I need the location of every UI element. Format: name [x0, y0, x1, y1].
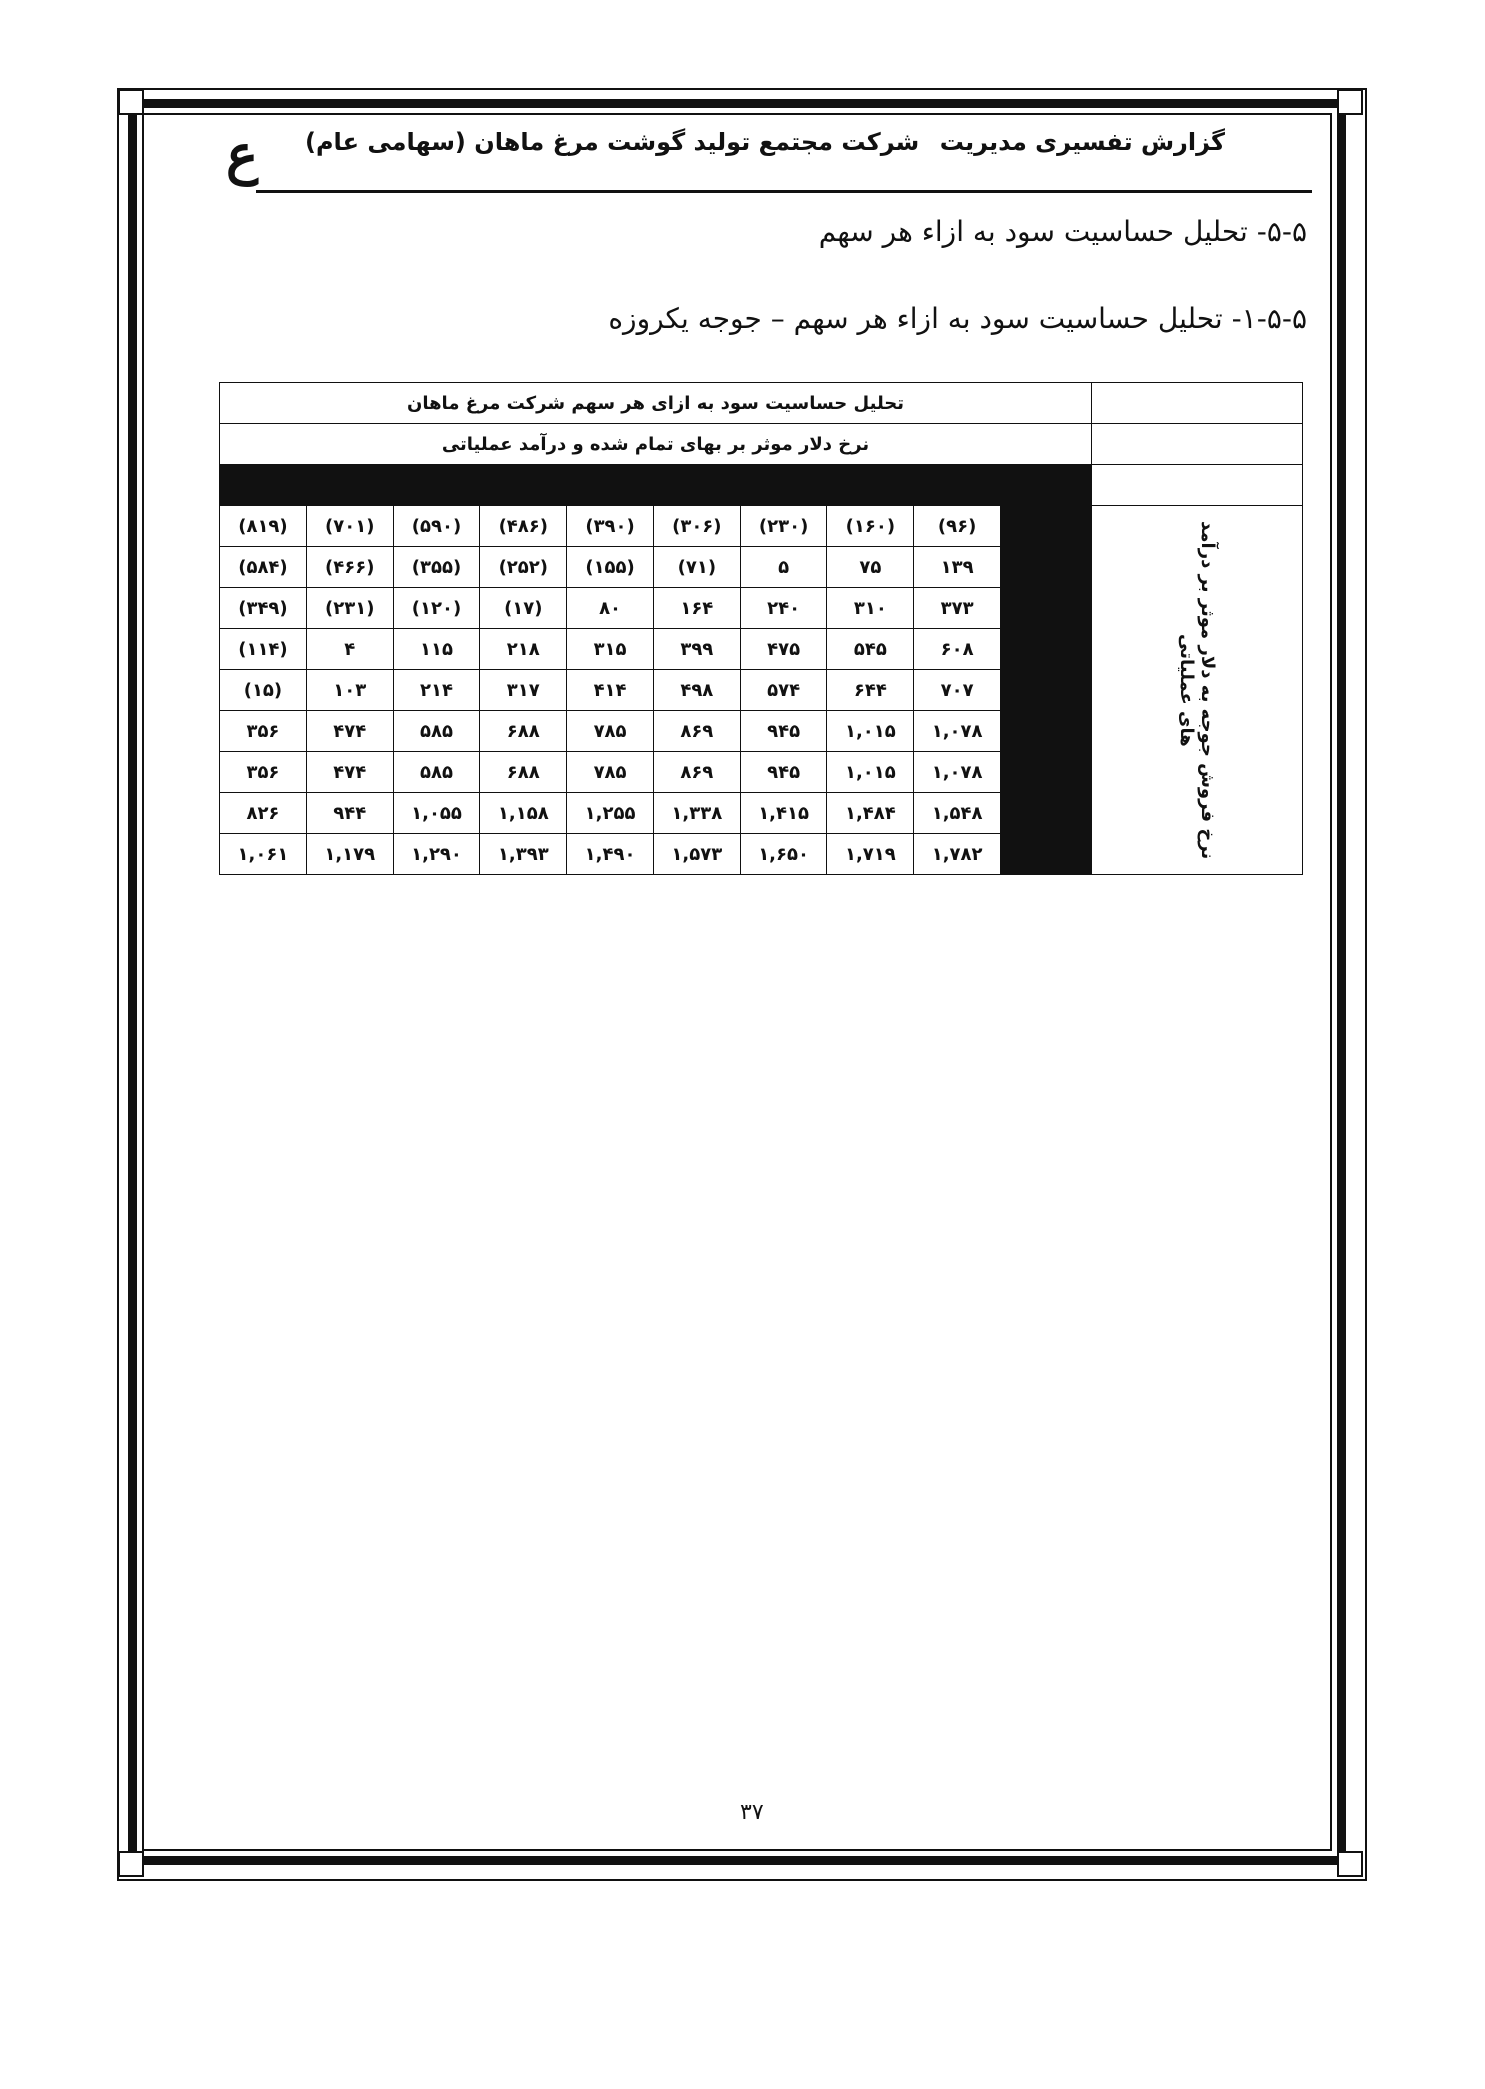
report-title: گزارش تفسیری مدیریت [939, 128, 1225, 156]
row-header-cell [1001, 588, 1092, 629]
value-cell: ۱,۴۱۵ [740, 793, 827, 834]
value-cell: ۱۰۳ [306, 670, 393, 711]
value-cell: ۸۶۹ [653, 752, 740, 793]
value-cell: ۲۱۴ [393, 670, 480, 711]
side-axis-label: نرخ فروش جوجه به دلار موثر بر درآمد های عملیاتی [1092, 506, 1303, 875]
value-cell: ۲۱۸ [480, 629, 567, 670]
value-cell: ۱,۷۱۹ [827, 834, 914, 875]
value-cell: ۱,۴۹۰ [567, 834, 654, 875]
value-cell: ۱,۲۹۰ [393, 834, 480, 875]
value-cell: ۳۹۹ [653, 629, 740, 670]
column-header-cell [306, 465, 393, 506]
value-cell: ۸۲۶ [220, 793, 307, 834]
value-cell: ۵۸۵ [393, 711, 480, 752]
value-cell: ۱,۰۷۸ [914, 752, 1001, 793]
row-header-cell [1001, 629, 1092, 670]
column-header-cell [827, 465, 914, 506]
row-header-cell [1001, 547, 1092, 588]
page-frame-inner [142, 113, 1332, 1851]
value-cell: (۱۷) [480, 588, 567, 629]
value-cell: (۱۱۴) [220, 629, 307, 670]
company-name: شرکت مجتمع تولید گوشت مرغ ماهان (سهامی عام) [305, 128, 920, 156]
column-header-cell [480, 465, 567, 506]
value-cell: ۵۸۵ [393, 752, 480, 793]
value-cell: ۱,۰۱۵ [827, 752, 914, 793]
column-header-cell [567, 465, 654, 506]
row-header-cell [1001, 711, 1092, 752]
value-cell: ۴۹۸ [653, 670, 740, 711]
value-cell: ۱,۱۷۹ [306, 834, 393, 875]
value-cell: ۴۷۴ [306, 752, 393, 793]
value-cell: ۱,۵۴۸ [914, 793, 1001, 834]
value-cell: (۳۴۹) [220, 588, 307, 629]
value-cell: (۱۵۵) [567, 547, 654, 588]
value-cell: ۳۱۷ [480, 670, 567, 711]
value-cell: ۱,۰۵۵ [393, 793, 480, 834]
value-cell: ۳۵۶ [220, 711, 307, 752]
column-header-cell [220, 465, 307, 506]
frame-corner [118, 1851, 144, 1877]
value-cell: ۱,۱۵۸ [480, 793, 567, 834]
column-header-cell [1001, 465, 1092, 506]
value-cell: (۱۵) [220, 670, 307, 711]
value-cell: (۲۵۲) [480, 547, 567, 588]
value-cell: ۴۱۴ [567, 670, 654, 711]
value-cell: ۵ [740, 547, 827, 588]
value-cell: ۱,۵۷۳ [653, 834, 740, 875]
value-cell: (۲۳۱) [306, 588, 393, 629]
row-header-cell [1001, 834, 1092, 875]
value-cell: ۱,۷۸۲ [914, 834, 1001, 875]
value-cell: (۳۹۰) [567, 506, 654, 547]
value-cell: ۵۴۵ [827, 629, 914, 670]
column-header-cell [740, 465, 827, 506]
column-header-cell [653, 465, 740, 506]
value-cell: ۴۷۵ [740, 629, 827, 670]
value-cell: ۱,۲۵۵ [567, 793, 654, 834]
value-cell: ۴۷۴ [306, 711, 393, 752]
value-cell: (۸۱۹) [220, 506, 307, 547]
company-logo: ع [226, 122, 259, 186]
column-header-cell [914, 465, 1001, 506]
value-cell: ۳۱۰ [827, 588, 914, 629]
value-cell: ۳۱۵ [567, 629, 654, 670]
blank-cell [1092, 465, 1303, 506]
value-cell: ۷۸۵ [567, 752, 654, 793]
value-cell: ۷۰۷ [914, 670, 1001, 711]
column-header-row [220, 465, 1303, 506]
value-cell: ۱,۰۶۱ [220, 834, 307, 875]
blank-cell [1092, 383, 1303, 424]
value-cell: (۵۸۴) [220, 547, 307, 588]
value-cell: ۹۴۵ [740, 752, 827, 793]
frame-corner [1337, 1851, 1363, 1877]
subsection-heading: ۱-۵-۵- تحلیل حساسیت سود به ازاء هر سهم – جوجه یکروزه [608, 302, 1307, 335]
value-cell: ۵۷۴ [740, 670, 827, 711]
value-cell: (۳۰۶) [653, 506, 740, 547]
value-cell: ۱,۴۸۴ [827, 793, 914, 834]
value-cell: (۴۶۶) [306, 547, 393, 588]
value-cell: (۹۶) [914, 506, 1001, 547]
value-cell: ۸۰ [567, 588, 654, 629]
value-cell: ۲۴۰ [740, 588, 827, 629]
value-cell: (۷۰۱) [306, 506, 393, 547]
value-cell: (۲۳۰) [740, 506, 827, 547]
value-cell: ۷۸۵ [567, 711, 654, 752]
header-divider [256, 190, 1312, 193]
blank-cell [1092, 424, 1303, 465]
value-cell: ۴ [306, 629, 393, 670]
column-header-cell [393, 465, 480, 506]
row-header-cell [1001, 752, 1092, 793]
value-cell: (۴۸۶) [480, 506, 567, 547]
value-cell: (۷۱) [653, 547, 740, 588]
value-cell: ۱۱۵ [393, 629, 480, 670]
row-header-cell [1001, 793, 1092, 834]
section-heading: ۵-۵- تحلیل حساسیت سود به ازاء هر سهم [818, 215, 1307, 248]
value-cell: ۱,۰۱۵ [827, 711, 914, 752]
frame-corner [118, 89, 144, 115]
page-number: ۳۷ [740, 1800, 764, 1825]
value-cell: ۱,۳۹۳ [480, 834, 567, 875]
value-cell: ۶۸۸ [480, 752, 567, 793]
value-cell: ۱۳۹ [914, 547, 1001, 588]
value-cell: ۱,۰۷۸ [914, 711, 1001, 752]
value-cell: ۱,۶۵۰ [740, 834, 827, 875]
value-cell: ۹۴۴ [306, 793, 393, 834]
table-subtitle: نرخ دلار موثر بر بهای تمام شده و درآمد عملیاتی [220, 424, 1092, 465]
value-cell: ۸۶۹ [653, 711, 740, 752]
value-cell: (۱۲۰) [393, 588, 480, 629]
frame-corner [1337, 89, 1363, 115]
row-header-cell [1001, 670, 1092, 711]
value-cell: (۵۹۰) [393, 506, 480, 547]
row-header-cell [1001, 506, 1092, 547]
value-cell: ۶۰۸ [914, 629, 1001, 670]
table-title: تحلیل حساسیت سود به ازای هر سهم شرکت مرغ ماهان [220, 383, 1092, 424]
table-row [220, 506, 1303, 547]
sensitivity-table [219, 382, 1303, 875]
value-cell: ۹۴۵ [740, 711, 827, 752]
value-cell: ۶۸۸ [480, 711, 567, 752]
value-cell: (۳۵۵) [393, 547, 480, 588]
value-cell: ۱۶۴ [653, 588, 740, 629]
value-cell: ۳۵۶ [220, 752, 307, 793]
value-cell: ۳۷۳ [914, 588, 1001, 629]
value-cell: (۱۶۰) [827, 506, 914, 547]
value-cell: ۷۵ [827, 547, 914, 588]
value-cell: ۶۴۴ [827, 670, 914, 711]
value-cell: ۱,۳۳۸ [653, 793, 740, 834]
